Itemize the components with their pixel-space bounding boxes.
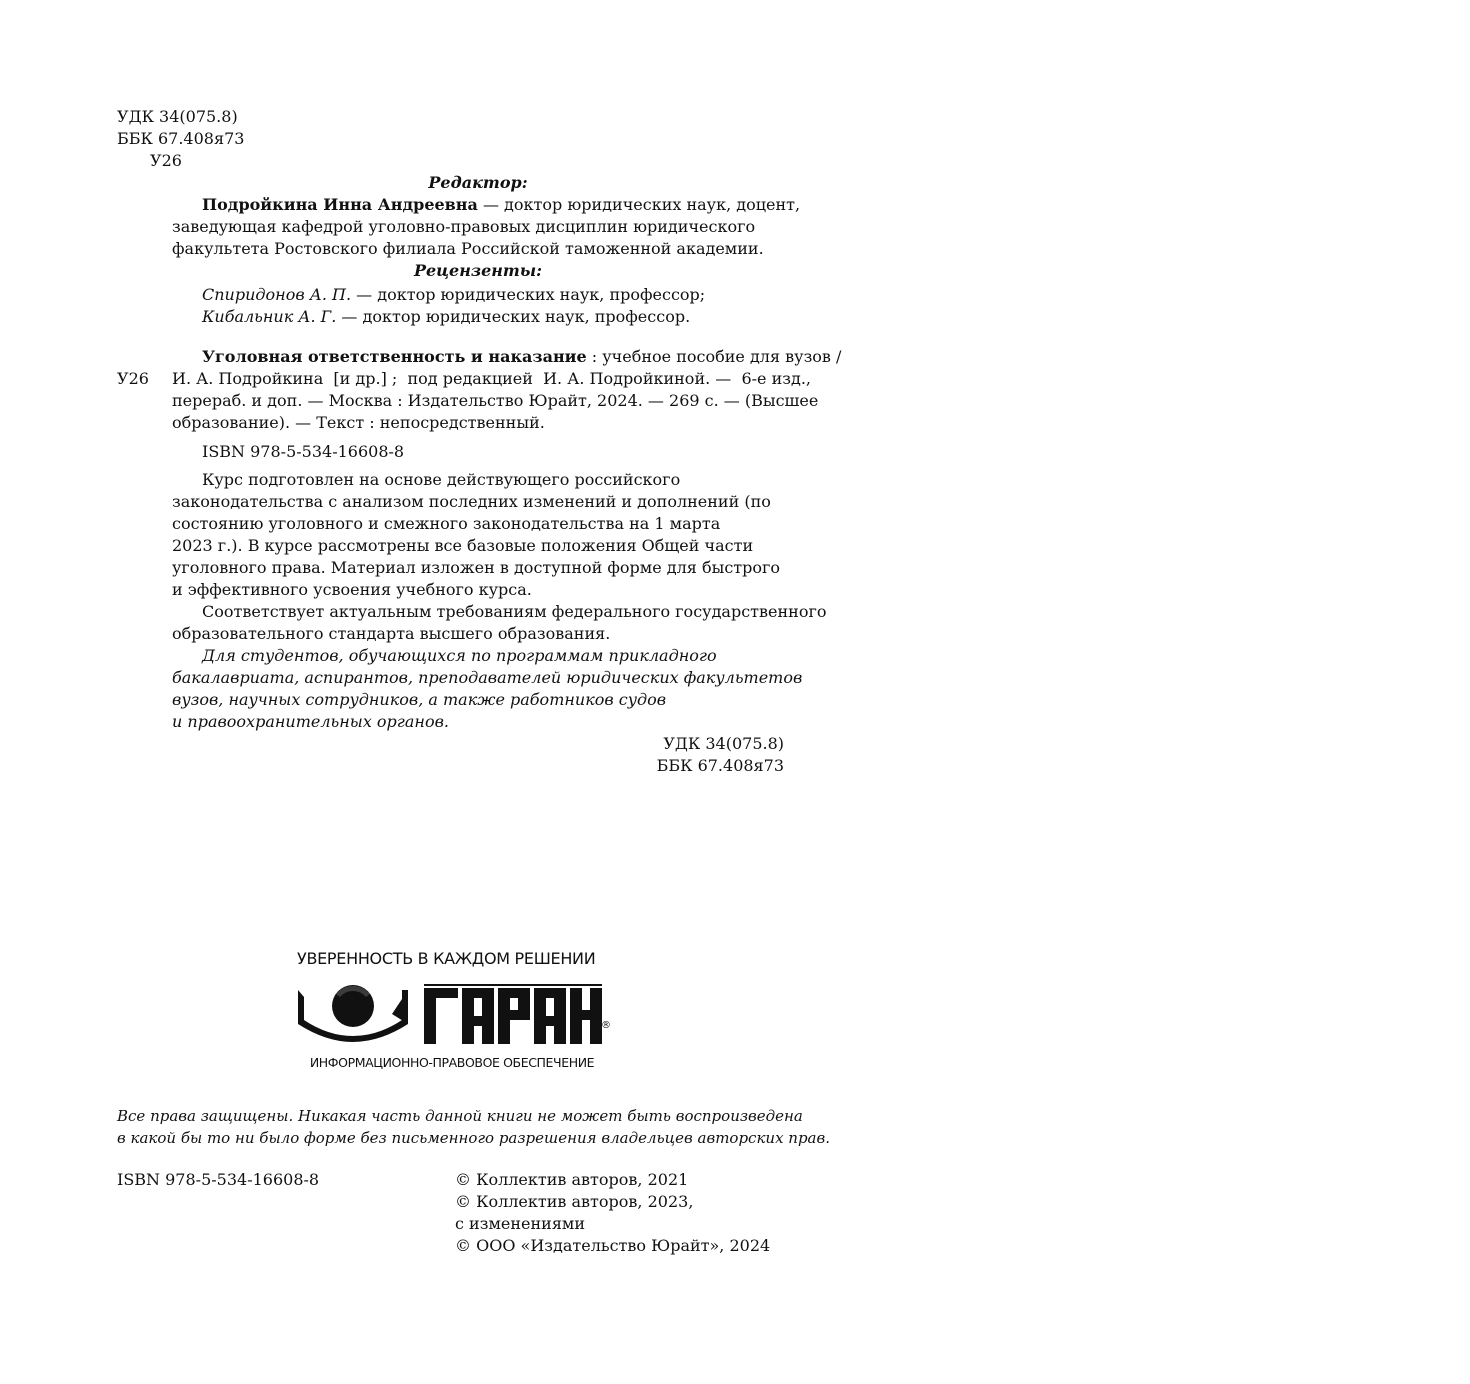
book-title: Уголовная ответственность и наказание (202, 347, 587, 366)
abstract-p1-line-3: состоянию уголовного и смежного законодательства на 1 марта (172, 514, 721, 533)
reviewer-2-name: Кибальник А. Г. (202, 307, 337, 326)
editor-desc-3: факультета Ростовского филиала Российской таможенной академии. (172, 239, 764, 258)
editor-line-1 (202, 194, 801, 216)
abstract-p2-line-2: образовательного стандарта высшего образования. (172, 624, 611, 643)
biblio-line-1-rest: : учебное пособие для вузов / (586, 347, 842, 366)
biblio-line-2: И. А. Подройкина [и др.] ; под редакцией И. А. Подройкиной. — 6-е изд., (172, 369, 811, 388)
abstract-p1-line-4: 2023 г.). В курсе рассмотрены все базовые положения Общей части (172, 536, 754, 555)
garant-wordmark (424, 984, 602, 1044)
reviewer-2-desc: — доктор юридических наук, профессор. (336, 307, 691, 326)
reviewer-1 (202, 284, 705, 306)
audience-line-1: Для студентов, обучающихся по программам прикладного (202, 646, 717, 665)
rights-line-2: в какой бы то ни было форме без письменного разрешения владельцев авторских прав. (117, 1129, 830, 1147)
garant-emblem (298, 985, 408, 1042)
reviewer-2 (202, 306, 690, 328)
garant-caption: ИНФОРМАЦИОННО-ПРАВОВОЕ ОБЕСПЕЧЕНИЕ (309, 1055, 595, 1070)
isbn-biblio: ISBN 978-5-534-16608-8 (202, 442, 405, 461)
udk-bottom: УДК 34(075.8) (663, 734, 784, 753)
biblio-line-4: образование). — Текст : непосредственный. (172, 413, 545, 432)
reviewer-1-desc: — доктор юридических наук, профессор; (351, 285, 706, 304)
rights-line-1: Все права защищены. Никакая часть данной книги не может быть воспроизведена (117, 1107, 803, 1125)
editor-name: Подройкина Инна Андреевна (202, 195, 478, 214)
copyright-2: © Коллектив авторов, 2023, (455, 1192, 694, 1211)
editor-desc-1: — доктор юридических наук, доцент, (477, 195, 801, 214)
audience-line-4: и правоохранительных органов. (172, 712, 449, 731)
abstract-p1-line-5: уголовного права. Материал изложен в доступной форме для быстрого (172, 558, 781, 577)
reviewers-heading: Рецензенты: (413, 261, 543, 280)
abstract-p1-line-2: законодательства с анализом последних изменений и дополнений (по (172, 492, 771, 511)
audience-line-3: вузов, научных сотрудников, а также работников судов (172, 690, 667, 709)
abstract-p1-line-1: Курс подготовлен на основе действующего российского (202, 470, 681, 489)
editor-desc-2: заведующая кафедрой уголовно-правовых дисциплин юридического (172, 217, 756, 236)
abstract-p1-line-6: и эффективного усвоения учебного курса. (172, 580, 532, 599)
udk-top: УДК 34(075.8) (117, 107, 238, 126)
editor-heading: Редактор: (428, 173, 528, 192)
copyright-1: © Коллектив авторов, 2021 (455, 1170, 689, 1189)
copyright-2-continued: с изменениями (455, 1214, 586, 1233)
reviewer-1-name: Спиридонов А. П. (202, 285, 352, 304)
garant-logo (296, 984, 611, 1046)
biblio-line-1 (202, 346, 841, 368)
garant-slogan: УВЕРЕННОСТЬ В КАЖДОМ РЕШЕНИИ (297, 949, 596, 968)
bbk-bottom: ББК 67.408я73 (656, 756, 784, 775)
biblio-line-3: перераб. и доп. — Москва : Издательство Юрайт, 2024. — 269 с. — (Высшее (172, 391, 819, 410)
abstract-p2-line-1: Соответствует актуальным требованиям федерального государственного (202, 602, 827, 621)
author-mark-top: У26 (150, 151, 182, 170)
bbk-top: ББК 67.408я73 (117, 129, 245, 148)
garant-registered-mark: ® (601, 1020, 611, 1031)
isbn-bottom: ISBN 978-5-534-16608-8 (117, 1170, 320, 1189)
copyright-3: © ООО «Издательство Юрайт», 2024 (455, 1236, 771, 1255)
author-mark-biblio: У26 (117, 369, 149, 388)
audience-line-2: бакалавриата, аспирантов, преподавателей юридических факультетов (172, 668, 803, 687)
